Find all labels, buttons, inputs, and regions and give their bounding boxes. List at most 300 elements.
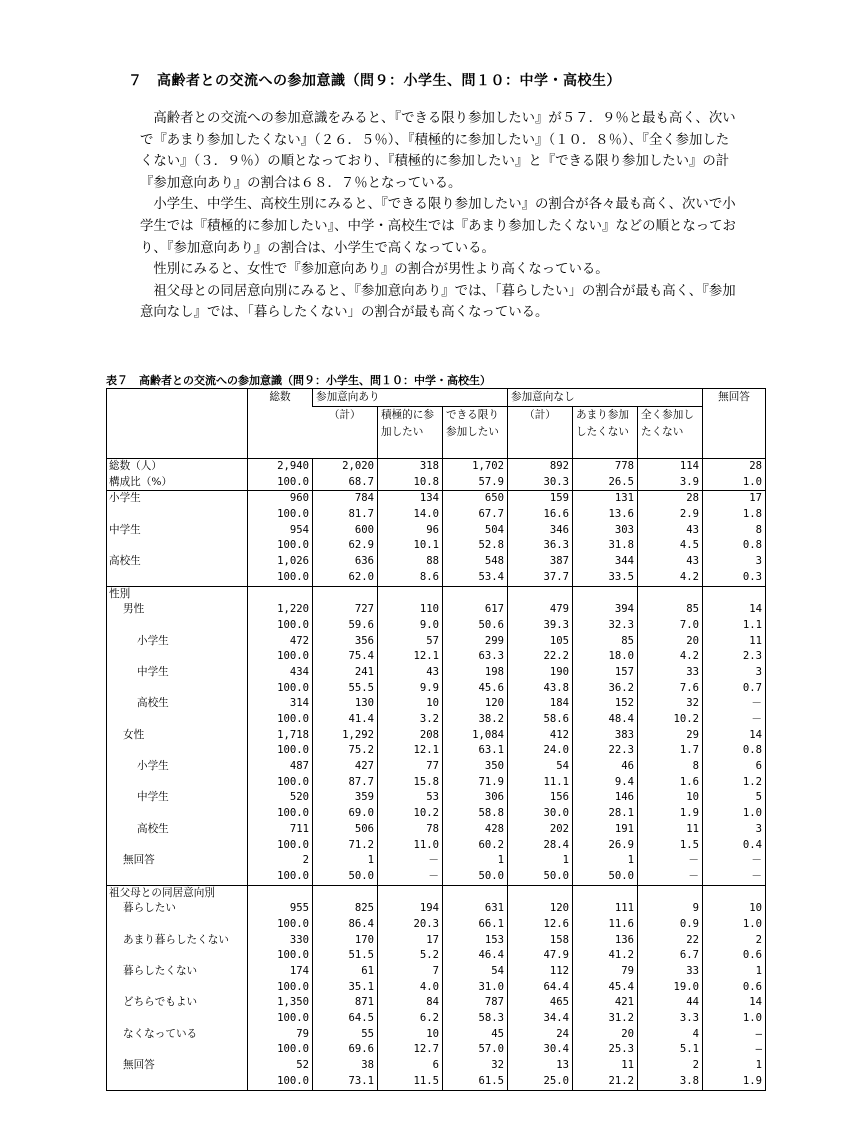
cell-col-4: 39.3 — [508, 618, 573, 634]
cell-col-1: 130 — [313, 696, 378, 712]
cell-col-4: 184 — [508, 696, 573, 712]
cell-col-5: 111 — [573, 901, 638, 917]
cell-col-3: 58.8 — [443, 806, 508, 822]
cell-col-6: 2.9 — [638, 507, 703, 523]
cell-col-1: 75.4 — [313, 649, 378, 665]
row-label — [107, 649, 248, 665]
cell-col-1: 73.1 — [313, 1074, 378, 1090]
cell-col-7: 2.3 — [703, 649, 766, 665]
cell-col-6: 1.6 — [638, 775, 703, 791]
cell-col-1: 55.5 — [313, 681, 378, 697]
cell-col-1: 636 — [313, 554, 378, 570]
row-label — [107, 712, 248, 728]
cell-col-0: 472 — [248, 634, 313, 650]
cell-col-4 — [508, 586, 573, 602]
row-label: 中学生 — [107, 523, 248, 539]
cell-col-5: 20 — [573, 1027, 638, 1043]
cell-col-7: 3 — [703, 822, 766, 838]
cell-col-7: － — [703, 869, 766, 885]
cell-col-4: 24.0 — [508, 743, 573, 759]
row-label: 無回答 — [107, 1058, 248, 1074]
cell-col-5: 33.5 — [573, 570, 638, 586]
cell-col-1: 55 — [313, 1027, 378, 1043]
cell-col-4: 1 — [508, 853, 573, 869]
cell-col-5: 152 — [573, 696, 638, 712]
row-label — [107, 948, 248, 964]
cell-col-7: 1.0 — [703, 917, 766, 933]
cell-col-0: 520 — [248, 790, 313, 806]
cell-col-4: 892 — [508, 459, 573, 475]
cell-col-5: 79 — [573, 964, 638, 980]
row-label — [107, 1042, 248, 1058]
cell-col-1: 170 — [313, 933, 378, 949]
cell-col-5: 45.4 — [573, 980, 638, 996]
row-label: 構成比（%） — [107, 475, 248, 491]
cell-col-2 — [378, 885, 443, 901]
cell-col-6: 43 — [638, 554, 703, 570]
header-yes-sum: （計） — [328, 409, 361, 421]
cell-col-2: 4.0 — [378, 980, 443, 996]
cell-col-7: 5 — [703, 790, 766, 806]
cell-col-0: 487 — [248, 759, 313, 775]
cell-col-3 — [443, 885, 508, 901]
table-row — [107, 1074, 766, 1090]
cell-col-3: 1,702 — [443, 459, 508, 475]
cell-col-7: 8 — [703, 523, 766, 539]
table-row — [107, 1042, 766, 1058]
cell-col-7: 1.9 — [703, 1074, 766, 1090]
cell-col-7: — — [703, 1042, 766, 1058]
cell-col-6: 43 — [638, 523, 703, 539]
cell-col-4: 12.6 — [508, 917, 573, 933]
cell-col-2: 6 — [378, 1058, 443, 1074]
cell-col-2: 134 — [378, 491, 443, 507]
cell-col-6: 9 — [638, 901, 703, 917]
cell-col-7: 1.0 — [703, 475, 766, 491]
cell-col-2: 208 — [378, 728, 443, 744]
cell-col-3: 66.1 — [443, 917, 508, 933]
cell-col-5: 191 — [573, 822, 638, 838]
cell-col-5: 146 — [573, 790, 638, 806]
cell-col-3: 57.0 — [443, 1042, 508, 1058]
cell-col-0: 100.0 — [248, 618, 313, 634]
cell-col-2: 5.2 — [378, 948, 443, 964]
cell-col-4: 202 — [508, 822, 573, 838]
cell-col-1: 68.7 — [313, 475, 378, 491]
cell-col-3: 54 — [443, 964, 508, 980]
cell-col-6: 1.5 — [638, 838, 703, 854]
row-label: 無回答 — [107, 853, 248, 869]
cell-col-1: 871 — [313, 995, 378, 1011]
cell-col-4: 387 — [508, 554, 573, 570]
cell-col-7: 14 — [703, 728, 766, 744]
cell-col-4: 11.1 — [508, 775, 573, 791]
cell-col-5: 383 — [573, 728, 638, 744]
cell-col-0: 100.0 — [248, 1042, 313, 1058]
row-label — [107, 570, 248, 586]
cell-col-0: 100.0 — [248, 507, 313, 523]
cell-col-0: 330 — [248, 933, 313, 949]
cell-col-0: 1,718 — [248, 728, 313, 744]
cell-col-4: 30.3 — [508, 475, 573, 491]
cell-col-3: 60.2 — [443, 838, 508, 854]
cell-col-1: 64.5 — [313, 1011, 378, 1027]
cell-col-2: 9.9 — [378, 681, 443, 697]
table-row — [107, 885, 766, 901]
cell-col-6: 10 — [638, 790, 703, 806]
cell-col-2: 8.6 — [378, 570, 443, 586]
cell-col-3: 1 — [443, 853, 508, 869]
cell-col-3: 57.9 — [443, 475, 508, 491]
table-row — [107, 602, 766, 618]
cell-col-3: 50.0 — [443, 869, 508, 885]
cell-col-0 — [248, 586, 313, 602]
cell-col-1: 356 — [313, 634, 378, 650]
cell-col-7: 0.8 — [703, 538, 766, 554]
cell-col-3: 61.5 — [443, 1074, 508, 1090]
row-label — [107, 743, 248, 759]
cell-col-6: 3.9 — [638, 475, 703, 491]
cell-col-6: 33 — [638, 964, 703, 980]
table-row — [107, 775, 766, 791]
cell-col-1: 71.2 — [313, 838, 378, 854]
cell-col-5: 32.3 — [573, 618, 638, 634]
cell-col-6: － — [638, 853, 703, 869]
cell-col-6: 44 — [638, 995, 703, 1011]
table-row — [107, 538, 766, 554]
cell-col-0: 100.0 — [248, 681, 313, 697]
cell-col-3: 787 — [443, 995, 508, 1011]
paragraph-school: 小学生、中学生、高校生別にみると、『できる限り参加したい』の割合が各々最も高く、次いで小学生では『積極的に参加したい』、中学・高校生では『あまり参加したくない』などの順となっており、『参加意向あり』の割合は、小学生で高くなっている。 — [140, 197, 736, 256]
cell-col-3: 153 — [443, 933, 508, 949]
table-row — [107, 869, 766, 885]
cell-col-2: 17 — [378, 933, 443, 949]
cell-col-1 — [313, 586, 378, 602]
cell-col-7: 6 — [703, 759, 766, 775]
cell-col-7: － — [703, 712, 766, 728]
cell-col-3: 120 — [443, 696, 508, 712]
cell-col-5: 22.3 — [573, 743, 638, 759]
cell-col-6: 7.0 — [638, 618, 703, 634]
cell-col-6: 0.9 — [638, 917, 703, 933]
table-body — [107, 459, 766, 1091]
cell-col-1: 69.6 — [313, 1042, 378, 1058]
cell-col-1: 38 — [313, 1058, 378, 1074]
table-row — [107, 838, 766, 854]
cell-col-0: 2 — [248, 853, 313, 869]
row-label: 総数（人） — [107, 459, 248, 475]
table-row — [107, 822, 766, 838]
cell-col-6: 32 — [638, 696, 703, 712]
cell-col-6: 20 — [638, 634, 703, 650]
cell-col-4: 24 — [508, 1027, 573, 1043]
body-text — [140, 108, 740, 324]
row-label: 中学生 — [107, 665, 248, 681]
cell-col-4: 158 — [508, 933, 573, 949]
cell-col-6: 85 — [638, 602, 703, 618]
cell-col-5: 85 — [573, 634, 638, 650]
cell-col-7: 1.8 — [703, 507, 766, 523]
cell-col-2: 78 — [378, 822, 443, 838]
table-row — [107, 681, 766, 697]
cell-col-6: 28 — [638, 491, 703, 507]
cell-col-0: 955 — [248, 901, 313, 917]
cell-col-4: 105 — [508, 634, 573, 650]
cell-col-7: － — [703, 853, 766, 869]
cell-col-3: 45 — [443, 1027, 508, 1043]
cell-col-3: 58.3 — [443, 1011, 508, 1027]
cell-col-4: 54 — [508, 759, 573, 775]
cell-col-4: 64.4 — [508, 980, 573, 996]
cell-col-0: 100.0 — [248, 570, 313, 586]
cell-col-5: 131 — [573, 491, 638, 507]
table-row — [107, 523, 766, 539]
cell-col-5: 13.6 — [573, 507, 638, 523]
cell-col-2: 43 — [378, 665, 443, 681]
cell-col-0: 2,940 — [248, 459, 313, 475]
header-blank — [107, 389, 248, 459]
cell-col-1: 1 — [313, 853, 378, 869]
cell-col-2: 194 — [378, 901, 443, 917]
cell-col-0: 174 — [248, 964, 313, 980]
cell-col-7: 1.0 — [703, 806, 766, 822]
cell-col-7: — — [703, 1027, 766, 1043]
table-row — [107, 586, 766, 602]
row-label: 暮らしたくない — [107, 964, 248, 980]
cell-col-1: 825 — [313, 901, 378, 917]
row-label: 小学生 — [107, 634, 248, 650]
cell-col-7: 0.6 — [703, 980, 766, 996]
row-label: 小学生 — [107, 759, 248, 775]
row-label: なくなっている — [107, 1027, 248, 1043]
cell-col-5: 26.9 — [573, 838, 638, 854]
cell-col-7: 28 — [703, 459, 766, 475]
table-row — [107, 459, 766, 475]
cell-col-2: 318 — [378, 459, 443, 475]
cell-col-1: 241 — [313, 665, 378, 681]
paragraph-gender: 性別にみると、女性で『参加意向あり』の割合が男性より高くなっている。 — [140, 262, 609, 278]
row-label: 小学生 — [107, 491, 248, 507]
table-row — [107, 980, 766, 996]
table-row — [107, 1011, 766, 1027]
cell-col-5: 1 — [573, 853, 638, 869]
cell-col-5 — [573, 586, 638, 602]
table-row — [107, 790, 766, 806]
cell-col-4 — [508, 885, 573, 901]
cell-col-2: 96 — [378, 523, 443, 539]
cell-col-0: 711 — [248, 822, 313, 838]
table-row — [107, 728, 766, 744]
table-row — [107, 806, 766, 822]
header-group-no: 参加意向なし — [508, 389, 703, 407]
cell-col-4: 25.0 — [508, 1074, 573, 1090]
cell-col-2: 10.2 — [378, 806, 443, 822]
cell-col-6: 11 — [638, 822, 703, 838]
cell-col-6: 22 — [638, 933, 703, 949]
cell-col-5: 11.6 — [573, 917, 638, 933]
cell-col-5: 778 — [573, 459, 638, 475]
row-label: 女性 — [107, 728, 248, 744]
cell-col-6: 2 — [638, 1058, 703, 1074]
cell-col-5: 46 — [573, 759, 638, 775]
cell-col-7 — [703, 885, 766, 901]
cell-col-4: 412 — [508, 728, 573, 744]
table-row — [107, 948, 766, 964]
cell-col-6: 19.0 — [638, 980, 703, 996]
header-no-answer: 無回答 — [703, 389, 766, 459]
table-row — [107, 917, 766, 933]
cell-col-4: 36.3 — [508, 538, 573, 554]
cell-col-2: 10 — [378, 696, 443, 712]
cell-col-1: 50.0 — [313, 869, 378, 885]
cell-col-3: 350 — [443, 759, 508, 775]
cell-col-7: 2 — [703, 933, 766, 949]
header-amari: あまり参加したくない — [573, 407, 638, 459]
table-row — [107, 649, 766, 665]
cell-col-0: 100.0 — [248, 743, 313, 759]
cell-col-4: 190 — [508, 665, 573, 681]
header-group-yes: 参加意向あり — [313, 389, 508, 407]
cell-col-5: 11 — [573, 1058, 638, 1074]
cell-col-6: 4.5 — [638, 538, 703, 554]
cell-col-5: 48.4 — [573, 712, 638, 728]
cell-col-6: 6.7 — [638, 948, 703, 964]
cell-col-4: 37.7 — [508, 570, 573, 586]
cell-col-0: 100.0 — [248, 838, 313, 854]
cell-col-3: 504 — [443, 523, 508, 539]
cell-col-4: 50.0 — [508, 869, 573, 885]
row-label — [107, 917, 248, 933]
cell-col-4: 47.9 — [508, 948, 573, 964]
cell-col-1: 59.6 — [313, 618, 378, 634]
cell-col-7: 1 — [703, 1058, 766, 1074]
cell-col-0: 100.0 — [248, 712, 313, 728]
row-label: 祖父母との同居意向別 — [107, 885, 248, 901]
cell-col-4: 465 — [508, 995, 573, 1011]
cell-col-3: 45.6 — [443, 681, 508, 697]
row-label — [107, 618, 248, 634]
cell-col-4: 120 — [508, 901, 573, 917]
cell-col-6: 3.8 — [638, 1074, 703, 1090]
table-row — [107, 743, 766, 759]
cell-col-6: 3.3 — [638, 1011, 703, 1027]
cell-col-5: 31.8 — [573, 538, 638, 554]
row-label — [107, 1011, 248, 1027]
row-label — [107, 869, 248, 885]
table-row — [107, 853, 766, 869]
cell-col-7: 3 — [703, 665, 766, 681]
cell-col-6: 114 — [638, 459, 703, 475]
header-no-sum: （計） — [508, 407, 573, 459]
cell-col-7 — [703, 586, 766, 602]
row-label: 高校生 — [107, 696, 248, 712]
cell-col-7: 1.2 — [703, 775, 766, 791]
cell-col-7: 11 — [703, 634, 766, 650]
cell-col-5: 50.0 — [573, 869, 638, 885]
cell-col-2: 11.5 — [378, 1074, 443, 1090]
cell-col-3: 198 — [443, 665, 508, 681]
cell-col-3: 63.1 — [443, 743, 508, 759]
cell-col-6: 8 — [638, 759, 703, 775]
cell-col-3: 548 — [443, 554, 508, 570]
cell-col-5: 394 — [573, 602, 638, 618]
cell-col-6: 5.1 — [638, 1042, 703, 1058]
cell-col-3: 46.4 — [443, 948, 508, 964]
cell-col-6: 4.2 — [638, 649, 703, 665]
cell-col-2: 53 — [378, 790, 443, 806]
table-row — [107, 475, 766, 491]
cell-col-7: 0.8 — [703, 743, 766, 759]
cell-col-5: 344 — [573, 554, 638, 570]
cell-col-0: 100.0 — [248, 869, 313, 885]
cell-col-4: 479 — [508, 602, 573, 618]
cell-col-0: 79 — [248, 1027, 313, 1043]
cell-col-0: 100.0 — [248, 948, 313, 964]
cell-col-6: 4.2 — [638, 570, 703, 586]
cell-col-1: 600 — [313, 523, 378, 539]
cell-col-1: 81.7 — [313, 507, 378, 523]
cell-col-0: 1,220 — [248, 602, 313, 618]
cell-col-3: 38.2 — [443, 712, 508, 728]
cell-col-3: 428 — [443, 822, 508, 838]
row-label: あまり暮らしたくない — [107, 933, 248, 949]
cell-col-2: 57 — [378, 634, 443, 650]
cell-col-2: 10.8 — [378, 475, 443, 491]
table-row — [107, 696, 766, 712]
cell-col-5: 421 — [573, 995, 638, 1011]
cell-col-1: 35.1 — [313, 980, 378, 996]
cell-col-7: 0.7 — [703, 681, 766, 697]
cell-col-0: 314 — [248, 696, 313, 712]
cell-col-7: 3 — [703, 554, 766, 570]
cell-col-5: 21.2 — [573, 1074, 638, 1090]
cell-col-6: 1.7 — [638, 743, 703, 759]
cell-col-2: 10.1 — [378, 538, 443, 554]
cell-col-0: 954 — [248, 523, 313, 539]
cell-col-2: － — [378, 869, 443, 885]
header-dekiru: できる限り参加したい — [443, 407, 508, 459]
cell-col-5: 25.3 — [573, 1042, 638, 1058]
cell-col-6: 33 — [638, 665, 703, 681]
table-row — [107, 570, 766, 586]
cell-col-4: 156 — [508, 790, 573, 806]
cell-col-3: 52.8 — [443, 538, 508, 554]
cell-col-1 — [313, 885, 378, 901]
cell-col-1: 51.5 — [313, 948, 378, 964]
cell-col-5: 41.2 — [573, 948, 638, 964]
cell-col-3: 299 — [443, 634, 508, 650]
header-total: 総数 — [248, 389, 313, 459]
cell-col-1: 506 — [313, 822, 378, 838]
cell-col-1: 87.7 — [313, 775, 378, 791]
cell-col-5 — [573, 885, 638, 901]
table-row — [107, 634, 766, 650]
cell-col-4: 58.6 — [508, 712, 573, 728]
cell-col-2: 12.1 — [378, 649, 443, 665]
cell-col-5: 9.4 — [573, 775, 638, 791]
cell-col-1: 41.4 — [313, 712, 378, 728]
cell-col-1: 784 — [313, 491, 378, 507]
cell-col-0: 52 — [248, 1058, 313, 1074]
cell-col-1: 86.4 — [313, 917, 378, 933]
cell-col-4: 28.4 — [508, 838, 573, 854]
table-row — [107, 759, 766, 775]
cell-col-6 — [638, 586, 703, 602]
cell-col-1: 61 — [313, 964, 378, 980]
section-heading: ７ 高齢者との交流への参加意識（問９：小学生、問１０：中学・高校生） — [128, 73, 621, 89]
cell-col-2: 110 — [378, 602, 443, 618]
row-label: 男性 — [107, 602, 248, 618]
